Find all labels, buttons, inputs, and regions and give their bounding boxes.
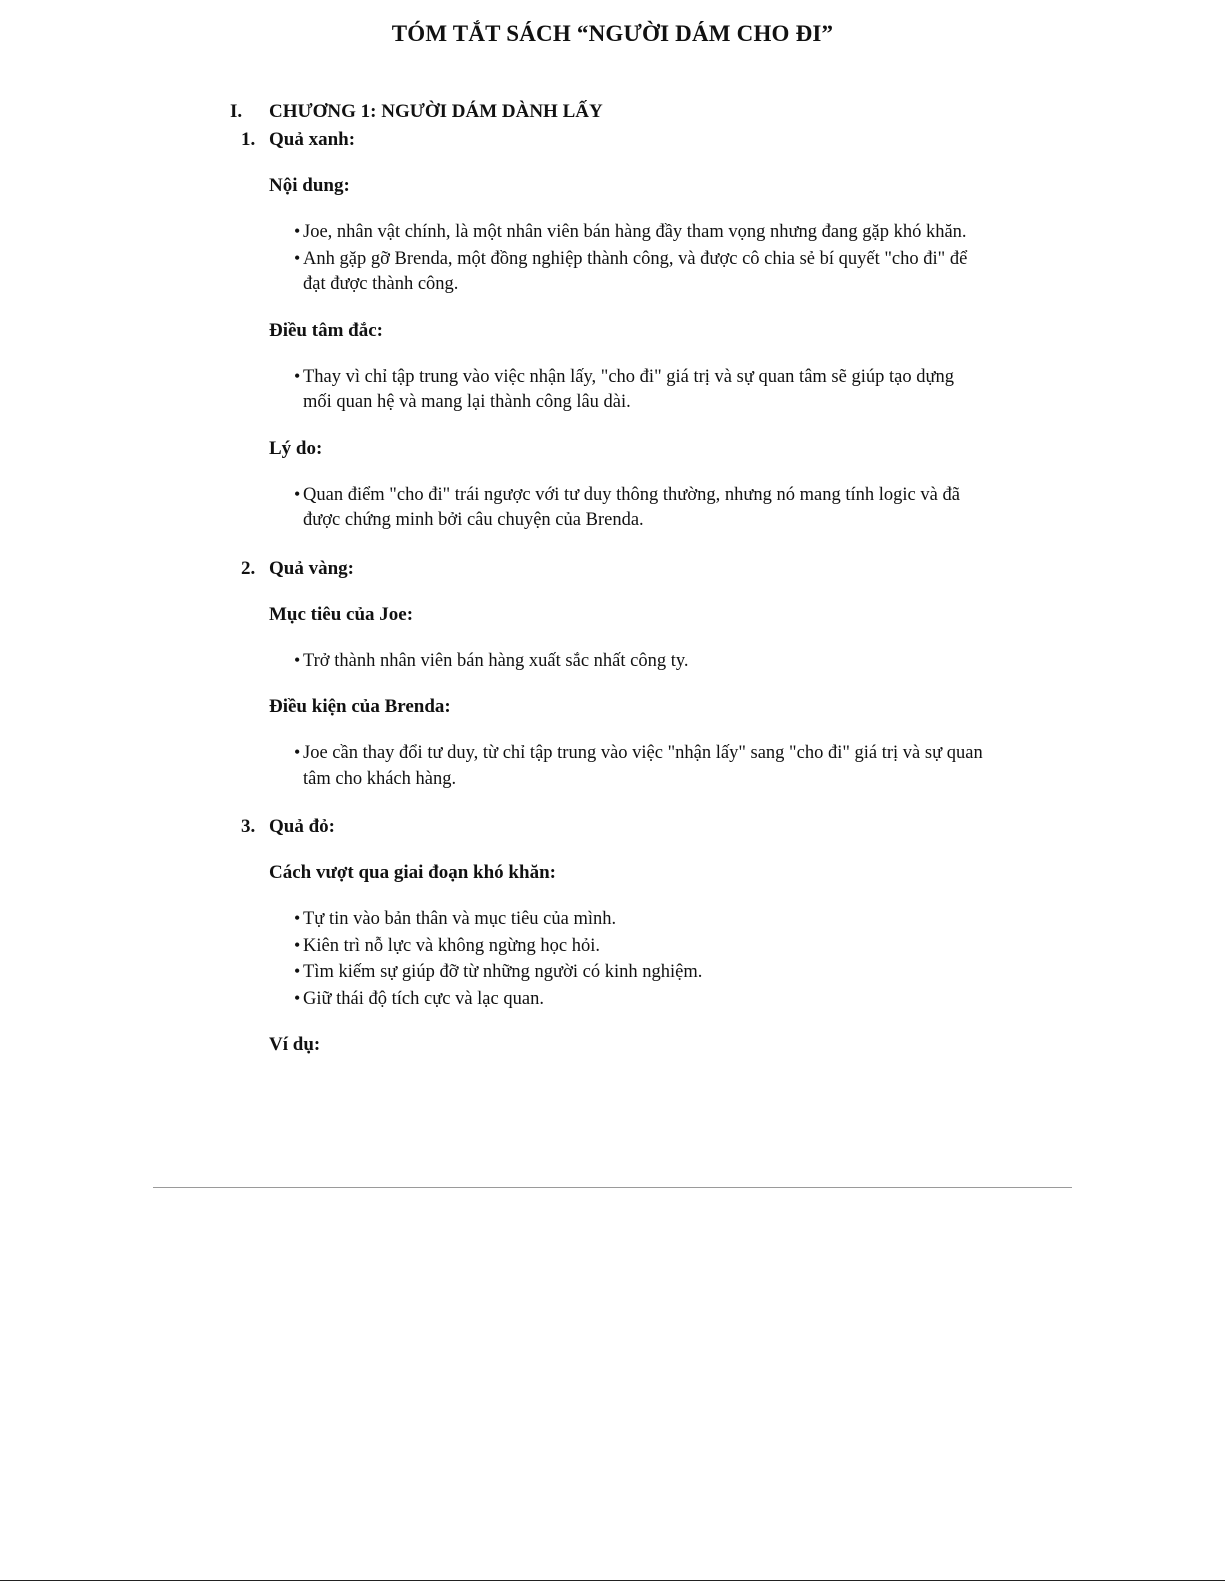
bullet-icon: • <box>294 247 301 268</box>
page-title: TÓM TẮT SÁCH “NGƯỜI DÁM CHO ĐI” <box>391 21 834 47</box>
subheading-ly-do: Lý do: <box>269 437 323 459</box>
section-number: 3. <box>241 816 256 837</box>
subheading-cach-vuot-qua: Cách vượt qua giai đoạn khó khăn: <box>269 862 556 883</box>
subheading-noi-dung: Nội dung: <box>269 175 350 196</box>
list-item-text: Tìm kiếm sự giúp đỡ từ những người có kinh nghiệm. <box>303 962 703 982</box>
list-item <box>294 740 983 792</box>
subheading-muc-tieu: Mục tiêu của Joe: <box>269 603 414 625</box>
list-item-text: Trở thành nhân viên bán hàng xuất sắc nhất công ty. <box>303 650 689 671</box>
list-item <box>294 648 983 675</box>
list-item <box>294 959 983 986</box>
bullet-icon: • <box>294 649 301 670</box>
list-item-text: Kiên trì nỗ lực và không ngừng học hỏi. <box>303 935 600 956</box>
section-heading <box>0 556 1225 582</box>
subheading-vi-du: Ví dụ: <box>269 1034 321 1055</box>
section-heading <box>0 127 1225 153</box>
bullet-list <box>0 648 1225 675</box>
list-item <box>294 482 983 534</box>
document-body <box>0 97 1225 1058</box>
list-item-text: Joe cần thay đổi tư duy, từ chỉ tập trung vào việc "nhận lấy" sang "cho đi" giá trị và sự quan tâm cho khách hàng. <box>303 743 983 789</box>
section-title: Quả xanh: <box>269 129 356 150</box>
chapter-number: I. <box>230 101 243 122</box>
section-number: 2. <box>241 557 256 579</box>
subheading-dieu-tam-dac: Điều tâm đắc: <box>269 319 383 341</box>
section-qua-do <box>0 814 1225 1058</box>
subheading-dieu-kien: Điều kiện của Brenda: <box>269 696 451 717</box>
chapter-heading <box>0 97 1225 127</box>
bullet-icon: • <box>294 221 301 241</box>
list-item-text: Quan điểm "cho đi" trái ngược với tư duy thông thường, nhưng nó mang tính logic và đã được chứng minh bởi câu chuyện của Brenda. <box>303 484 960 530</box>
list-item-text: Thay vì chỉ tập trung vào việc nhận lấy, "cho đi" giá trị và sự quan tâm sẽ giúp tạo dựng mối quan hệ và mang lại thành công lâu dài. <box>303 366 954 412</box>
section-title: Quả vàng: <box>269 557 354 579</box>
bullet-list <box>0 482 1225 534</box>
bullet-list <box>0 740 1225 792</box>
list-item-text: Joe, nhân vật chính, là một nhân viên bán hàng đầy tham vọng nhưng đang gặp khó khăn. <box>303 222 967 242</box>
section-heading <box>0 814 1225 840</box>
bullet-icon: • <box>294 934 301 955</box>
bullet-icon: • <box>294 365 301 386</box>
list-item <box>294 246 983 298</box>
list-item <box>294 986 983 1013</box>
bullet-icon: • <box>294 483 301 504</box>
page-footer-divider <box>153 1187 1072 1188</box>
list-item <box>294 364 983 416</box>
page-bottom-edge <box>0 1580 1225 1581</box>
bullet-icon: • <box>294 961 301 981</box>
spacer <box>0 792 1225 814</box>
spacer <box>0 534 1225 556</box>
bullet-list <box>0 906 1225 1012</box>
bullet-icon: • <box>294 742 301 762</box>
bullet-icon: • <box>294 908 301 928</box>
section-qua-vang <box>0 556 1225 793</box>
bullet-list <box>0 364 1225 416</box>
list-item <box>294 906 983 933</box>
bullet-icon: • <box>294 987 301 1008</box>
section-qua-xanh <box>0 127 1225 534</box>
chapter-title: CHƯƠNG 1: NGƯỜI DÁM DÀNH LẤY <box>269 101 603 122</box>
list-item-text: Tự tin vào bản thân và mục tiêu của mình. <box>303 909 617 929</box>
section-title: Quả đỏ: <box>269 816 335 837</box>
list-item <box>294 933 983 960</box>
bullet-list <box>0 219 1225 298</box>
list-item-text: Giữ thái độ tích cực và lạc quan. <box>303 988 544 1009</box>
list-item-text: Anh gặp gỡ Brenda, một đồng nghiệp thành công, và được cô chia sẻ bí quyết "cho đi" để đạt được thành công. <box>303 248 968 294</box>
list-item <box>294 219 983 246</box>
section-number: 1. <box>241 129 256 150</box>
